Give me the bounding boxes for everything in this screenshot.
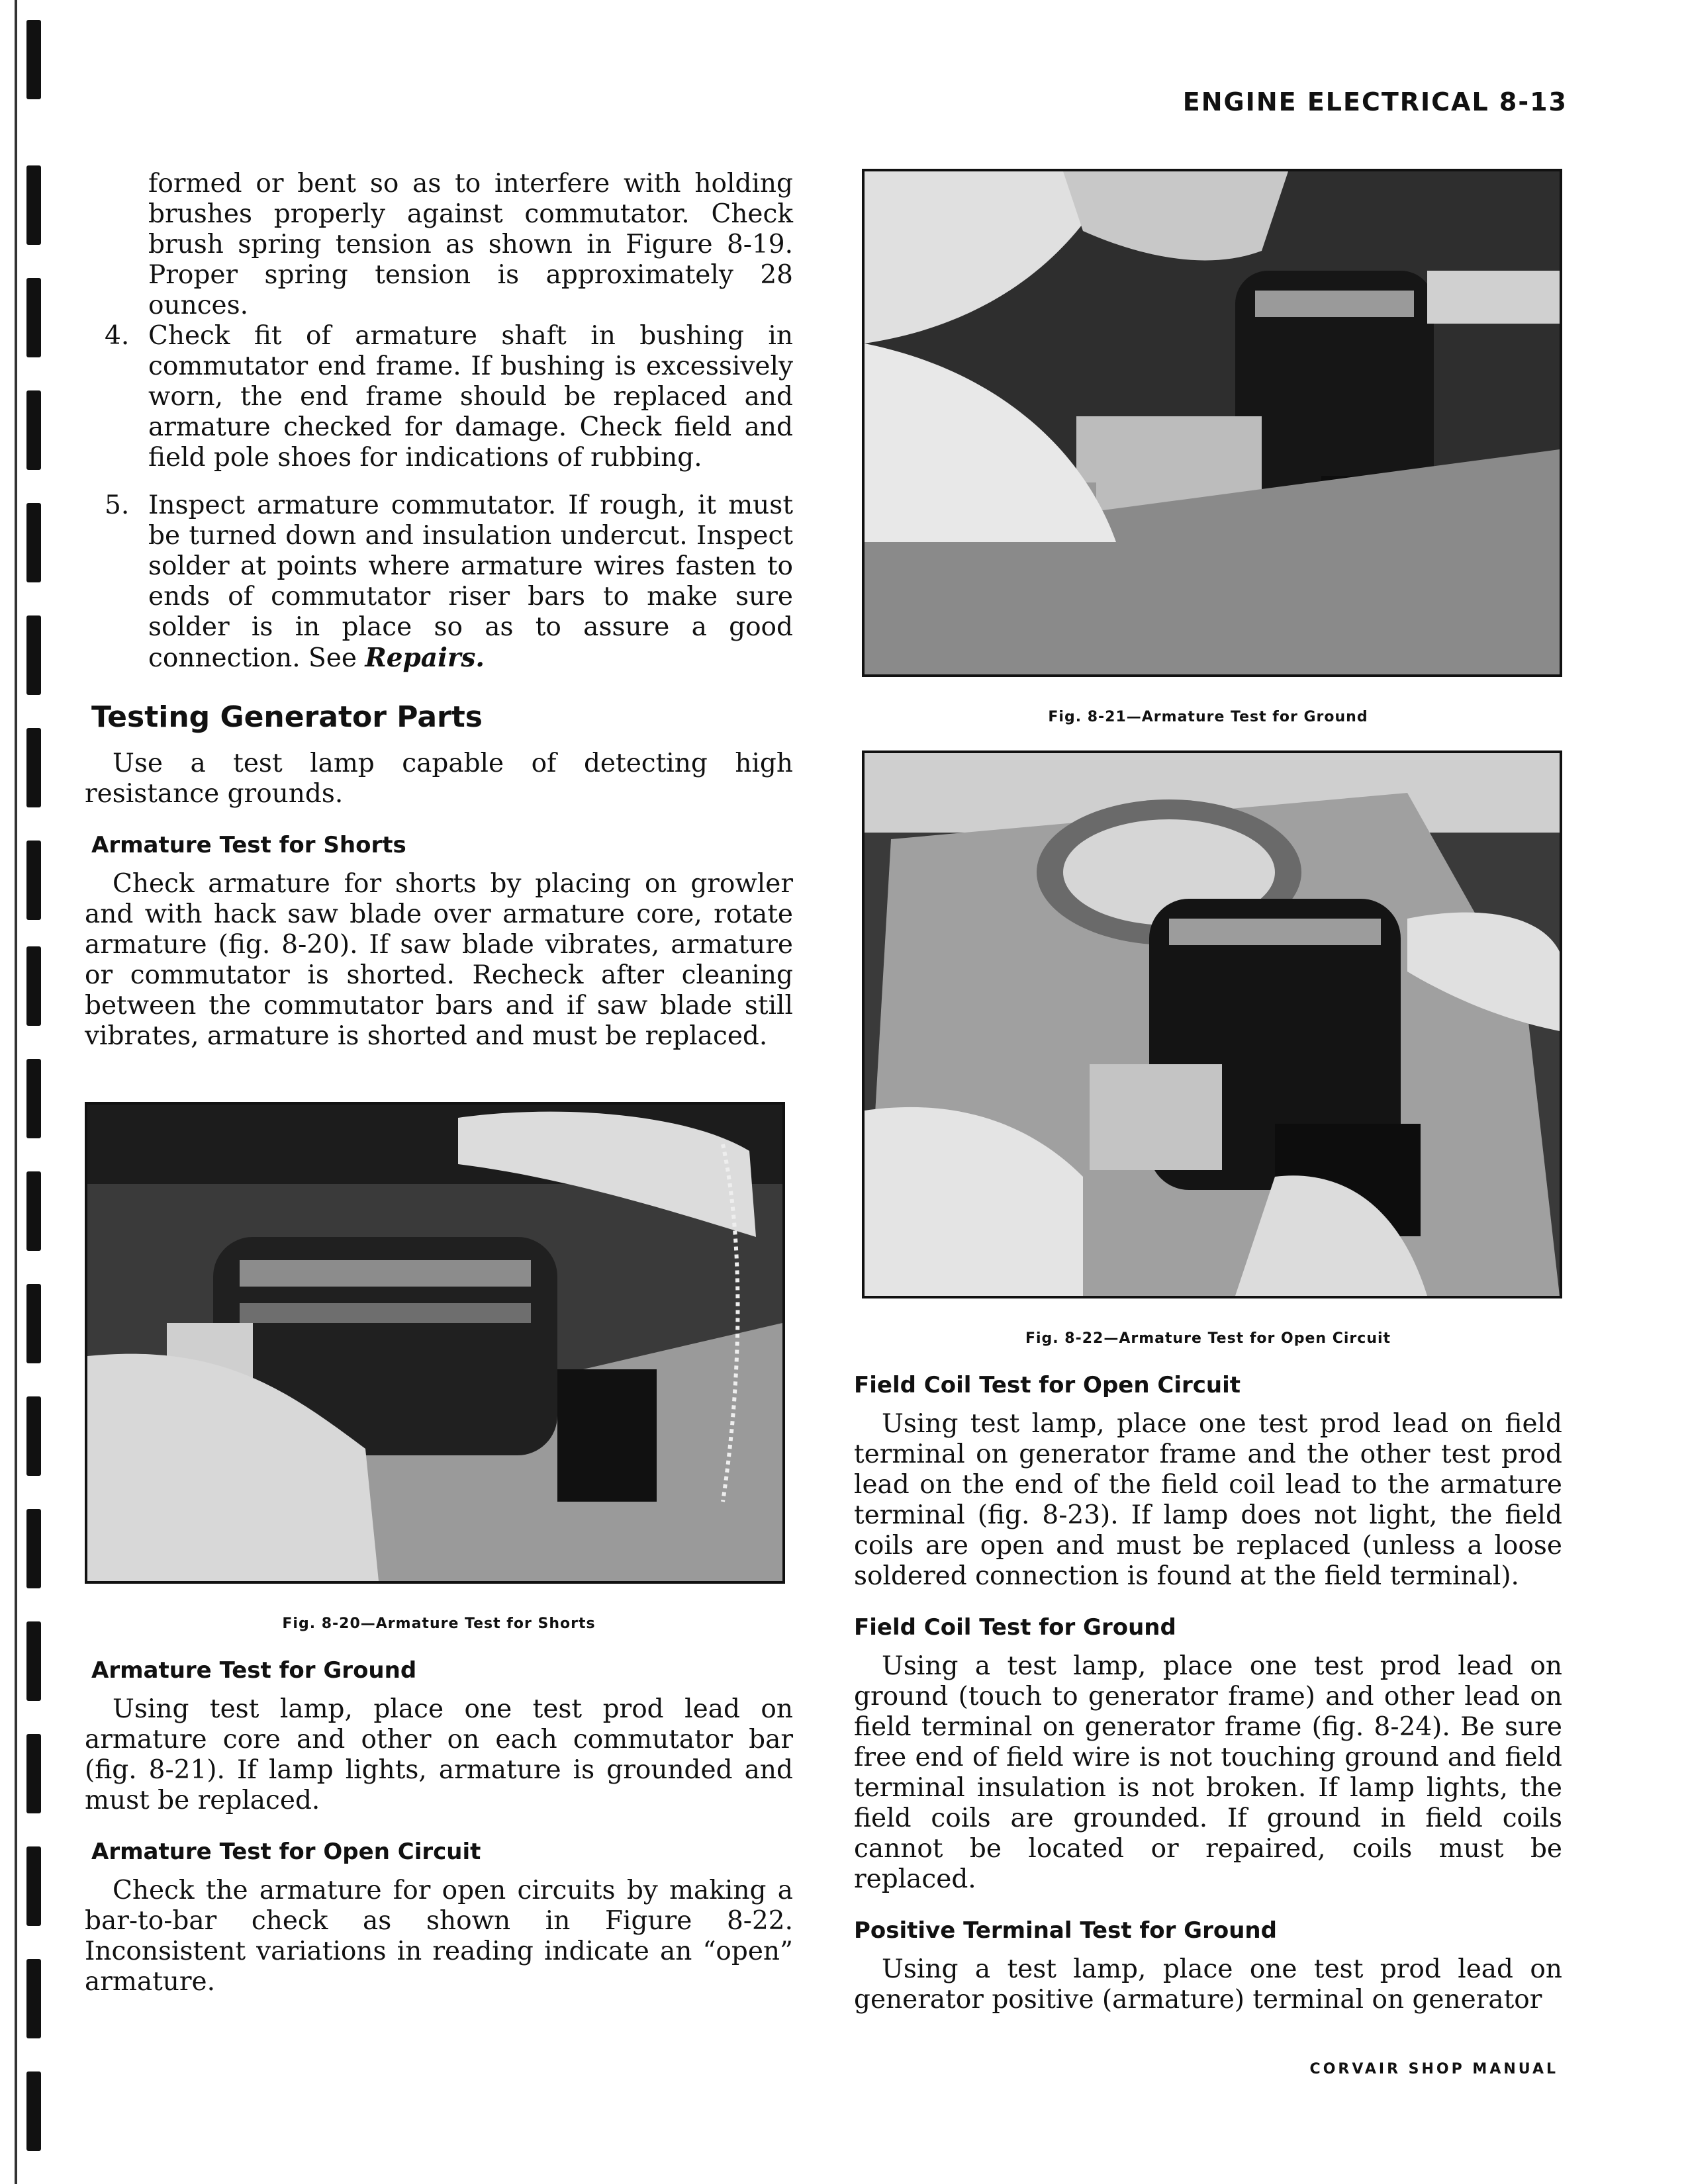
binder-hole xyxy=(26,615,41,695)
binder-hole xyxy=(26,1509,41,1588)
binder-hole xyxy=(26,1734,41,1813)
right-column xyxy=(854,169,1562,2015)
section-intro: Use a test lamp capable of detecting high resistance grounds. xyxy=(85,749,793,809)
binder-hole xyxy=(26,165,41,245)
figure-8-21-photo xyxy=(862,169,1562,677)
section-title: Testing Generator Parts xyxy=(91,700,483,734)
heading-armature-shorts: Armature Test for Shorts xyxy=(91,832,406,858)
binder-hole xyxy=(26,946,41,1026)
binder-rule xyxy=(15,0,17,2184)
list-item xyxy=(85,490,793,674)
binder-hole xyxy=(26,728,41,807)
binder-hole xyxy=(26,390,41,470)
paragraph-armature-shorts: Check armature for shorts by placing on growler and with hack saw blade over armature core, rotate armature (fig. 8-20). If saw blade vibrates, armature or commutator is shorted. Recheck after cleaning between the commutator bars and if saw blade still vibrates, armature is shorted and must be replaced. xyxy=(85,869,793,1051)
figure-8-20-caption: Fig. 8-20—Armature Test for Shorts xyxy=(282,1615,596,1632)
figure-8-22-photo xyxy=(862,751,1562,1298)
repairs-reference: Repairs. xyxy=(365,643,485,673)
footer: CORVAIR SHOP MANUAL xyxy=(1309,2061,1558,2077)
binder-hole xyxy=(26,1059,41,1138)
figure-8-21-caption: Fig. 8-21—Armature Test for Ground xyxy=(1048,709,1368,725)
binder-hole xyxy=(26,1959,41,2038)
binder-hole xyxy=(26,503,41,582)
binder-hole xyxy=(26,278,41,357)
intro-continuation: formed or bent so as to interfere with holding brushes properly against commutator. Check brush spring tension as shown in Figure 8-19. Proper spring tension is approximately 28 ounces. xyxy=(148,169,793,320)
list-item xyxy=(85,321,793,473)
paragraph-armature-open: Check the armature for open circuits by making a bar-to-bar check as shown in Figure 8-22. Inconsistent variations in reading indicate an “open” armature. xyxy=(85,1876,793,1997)
step-number: 5. xyxy=(105,490,130,520)
left-column xyxy=(85,169,793,1997)
heading-armature-ground: Armature Test for Ground xyxy=(91,1657,417,1684)
binder-margin xyxy=(0,0,60,2184)
heading-positive-terminal: Positive Terminal Test for Ground xyxy=(854,1917,1277,1944)
binder-hole xyxy=(26,1171,41,1251)
heading-field-ground: Field Coil Test for Ground xyxy=(854,1614,1176,1641)
step-number: 4. xyxy=(105,321,130,351)
heading-armature-open: Armature Test for Open Circuit xyxy=(91,1839,481,1865)
step-text: Check fit of armature shaft in bushing in commutator end frame. If bushing is excessively worn, the end frame should be replaced and armature checked for damage. Check field and field pole shoes for indications of rubbing. xyxy=(148,321,793,473)
binder-hole xyxy=(26,20,41,99)
binder-hole xyxy=(26,1846,41,1926)
binder-hole xyxy=(26,841,41,920)
binder-hole xyxy=(26,2071,41,2151)
figure-8-22-caption: Fig. 8-22—Armature Test for Open Circuit xyxy=(1025,1330,1391,1347)
paragraph-positive-terminal: Using a test lamp, place one test prod lead on generator positive (armature) terminal on generator xyxy=(854,1954,1562,2015)
paragraph-field-open: Using test lamp, place one test prod lead on field terminal on generator frame and the other test prod lead on the end of the field coil lead to the armature terminal (fig. 8-23). If lamp does not light, the field coils are open and must be replaced (unless a loose soldered connection is found at the field terminal). xyxy=(854,1409,1562,1591)
paragraph-armature-ground: Using test lamp, place one test prod lead on armature core and other on each commutator bar (fig. 8-21). If lamp lights, armature is grounded and must be replaced. xyxy=(85,1694,793,1815)
binder-hole xyxy=(26,1284,41,1363)
paragraph-field-ground: Using a test lamp, place one test prod lead on ground (touch to generator frame) and other lead on field terminal on generator frame (fig. 8-24). Be sure free end of field wire is not touching ground and field terminal insulation is not broken. If lamp lights, the field coils are grounded. If ground in field coils cannot be located or repaired, coils must be replaced. xyxy=(854,1651,1562,1894)
step-list xyxy=(85,321,793,674)
figure-8-20-photo xyxy=(85,1102,785,1584)
binder-hole xyxy=(26,1621,41,1701)
running-head: ENGINE ELECTRICAL 8-13 xyxy=(1182,87,1568,116)
step-text: Inspect armature commutator. If rough, it must be turned down and insulation undercut. Inspect solder at points where armature wires fasten to ends of commutator riser bars to make sure solder is in place so as to assure a good connection. See xyxy=(148,490,793,673)
heading-field-open: Field Coil Test for Open Circuit xyxy=(854,1372,1241,1398)
binder-hole xyxy=(26,1396,41,1476)
